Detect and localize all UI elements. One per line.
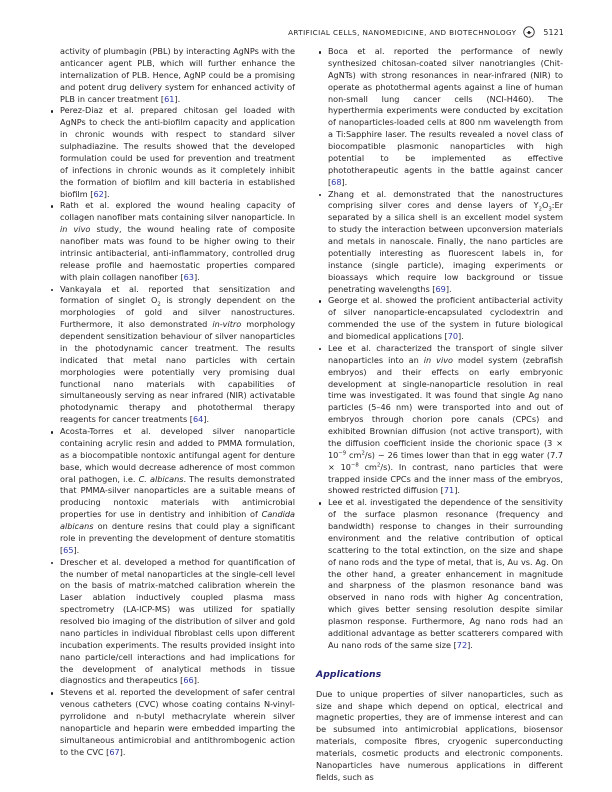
reference-paragraph — [48, 687, 295, 758]
right-column — [316, 46, 564, 782]
body-columns — [48, 46, 564, 782]
crossmark-icon[interactable] — [523, 26, 535, 38]
reference-paragraph — [316, 497, 563, 651]
left-column — [48, 46, 295, 770]
reference-paragraph — [48, 200, 295, 283]
running-head — [288, 26, 564, 38]
paragraph-text: Vankayala et al. reported that sensitization and formation of singlet $O_2$ is strongly dependent on the morphologies of gold and silver nanostructures. Furthermore, it also demonstrated in-vitro morphology dependent sensitization behaviour of silver nanoparticles in the photodynamic cancer treatment. The results indicated that metal nano particles with certain morphologies were potentially very promising dual functional nano materials with capabilities of simultaneously serving as near infrared (NIR) activatable photodynamic therapy and photothermal therapy reagents for cancer treatments [64]. — [60, 283, 296, 425]
paragraph-text: Rath et al. explored the wound healing capacity of collagen nanofiber mats containing silver nanoparticle. In in vivo study, the wound healing rate of composite nanofiber mats was found to be higher owing to their intrinsic antibacterial, anti-inflammatory, controlled drug release profile and haemostatic properties compared with plain collagen nanofiber [63]. — [60, 200, 295, 282]
paragraph-text: George et al. showed the proficient antibacterial activity of silver nanoparticle-encapsulated cyclodextrin and commended the use of the system in future biological and biomedical applications [70]. — [328, 295, 563, 341]
reference-paragraph — [48, 426, 295, 557]
left-paragraph-list — [48, 46, 295, 759]
paragraph-text: Drescher et al. developed a method for quantification of the number of metal nanoparticles at the single-cell level on the basis of matrix-matched calibration wherein the Laser ablation inductively coupled plasma mass spectrometry (LA-ICP-MS) was utilized for spatially resolved bio imaging of the distribution of silver and gold nano particles in individual fibroblast cells upon different incubation experiments. The results provided insight into nano particle/cell interactions and had implications for the development of analytical methods in tissue diagnostics and therapeutics [66]. — [60, 556, 295, 686]
paragraph-text: Lee et al. investigated the dependence of the sensitivity of the surface plasmon resonance (frequency and bandwidth) response to changes in their surrounding environment and the relative contribution of optical scattering to the total extinction, on the size and shape of nano rods and the type of metal, that is, Au vs. Ag. On the other hand, a greater enhancement in magnitude and sharpness of the plasmon resonance band was observed in nano rods with higher Ag concentration, which gives better sensing resolution despite similar plasmon response. Furthermore, Ag nano rods had an additional advantage as better scatterers compared with Au nano rods of the same size [72]. — [328, 497, 563, 650]
reference-paragraph — [48, 557, 295, 688]
section-heading-applications: Applications — [316, 668, 382, 680]
journal-title: ARTIFICIAL CELLS, NANOMEDICINE, AND BIOTECHNOLOGY — [288, 27, 517, 37]
page-number: 5121 — [543, 27, 564, 37]
paragraph-text: Lee et al. characterized the transport of single silver nanoparticles into an in vivo model system (zebrafish embryos) and their effects on early embryonic development at single-nanoparticle resolution in real time was investigated. It was found that single Ag nano particles (5–46 nm) were transported into and out of embryos through chorion pore canals (CPCs) and exhibited Brownian diffusion (not active transport), with the diffusion coefficient inside the chorionic space ($3 \times 10^{-9}$ $cm^2/s$) ∼ 26 times lower than that in egg water ($7.7 \times 10^{-8}$ $cm^2/s$). In contrast, nano particles that were trapped inside CPCs and the inner mass of the embryos, showed restricted diffusion [71]. — [328, 342, 564, 496]
right-paragraph-list — [316, 46, 563, 652]
paragraph-text: Zhang et al. demonstrated that the nanostructures comprising silver cores and dense layers of $Y_2O_3:Er$ separated by a silica shell is an excellent model system to study the interaction between upconversion materials and metals in nanoscale. Finally, the nano particles are potentially interesting as fluorescent labels in, for instance (single particle), imaging experiments or bioassays which require low background or tissue penetrating wavelengths [69]. — [328, 188, 563, 294]
reference-paragraph — [316, 295, 563, 343]
section-body-applications: Due to unique properties of silver nanoparticles, such as size and shape which depend on optical, electrical and magnetic properties, they are of immense interest and can be subsumed into antimicrobial applications, biosensor materials, composite fibres, cryogenic superconducting materials, cosmetic products and electronic components. Nanoparticles have numerous applications in different fields, such as — [316, 688, 563, 782]
reference-paragraph — [48, 105, 295, 200]
paragraph-text: Perez-Diaz et al. prepared chitosan gel loaded with AgNPs to check the anti-biofilm capacity and application in chronic wounds with respect to standard silver sulphadiazine. The results showed that the developed formulation could be used for prevention and treatment of infections in chronic wounds as it completely inhibit the formation of biofilm and kill bacteria in established biofilm [62]. — [60, 105, 295, 199]
paragraph-text: Acosta-Torres et al. developed silver nanoparticle containing acrylic resin and added to PMMA formulation, as a biocompatible nontoxic antifungal agent for denture base, which would decrease adherence of most common oral pathogen, i.e. C. albicans. The results demonstrated that PMMA-silver nanoparticles are a suitable means of producing nontoxic materials with antimicrobial properties for use in dentistry and inhibition of Candida albicans on denture resins that could play a significant role in preventing the development of denture stomatitis [65]. — [60, 426, 295, 555]
reference-paragraph — [316, 46, 563, 189]
paragraph-text: Boca et al. reported the performance of newly synthesized chitosan-coated silver nanotriangles (Chit-AgNTs) with strong resonances in near-infrared (NIR) to operate as photothermal agents against a line of human non-small lung cancer cells (NCI-H460). The hyperthermia experiments were conducted by excitation of nanoparticles-loaded cells at 800 nm wavelength from a Ti:Sapphire laser. The results revealed a novel class of biocompatible plasmonic nanoparticles with high potential to be implemented as effective phototherapeutic agents in the battle against cancer [68]. — [328, 46, 563, 187]
paragraph-text: activity of plumbagin (PBL) by interacting AgNPs with the anticancer agent PLB, which will further enhance the internalization of PLB. Hence, AgNP could be a promising and potent drug delivery system for enhanced activity of PLB in cancer treatment [61]. — [60, 46, 295, 104]
reference-paragraph — [316, 343, 563, 497]
reference-paragraph — [48, 284, 295, 427]
paragraph-text: Stevens et al. reported the development of safer central venous catheters (CVC) whose coating contains N-vinyl-pyrrolidone and n-butyl methacrylate wherein silver nanoparticle and heparin were embedded imparting the simultaneous antimicrobial and antithrombogenic action to the CVC [67]. — [60, 687, 295, 757]
reference-paragraph — [48, 46, 295, 105]
reference-paragraph — [316, 189, 563, 296]
